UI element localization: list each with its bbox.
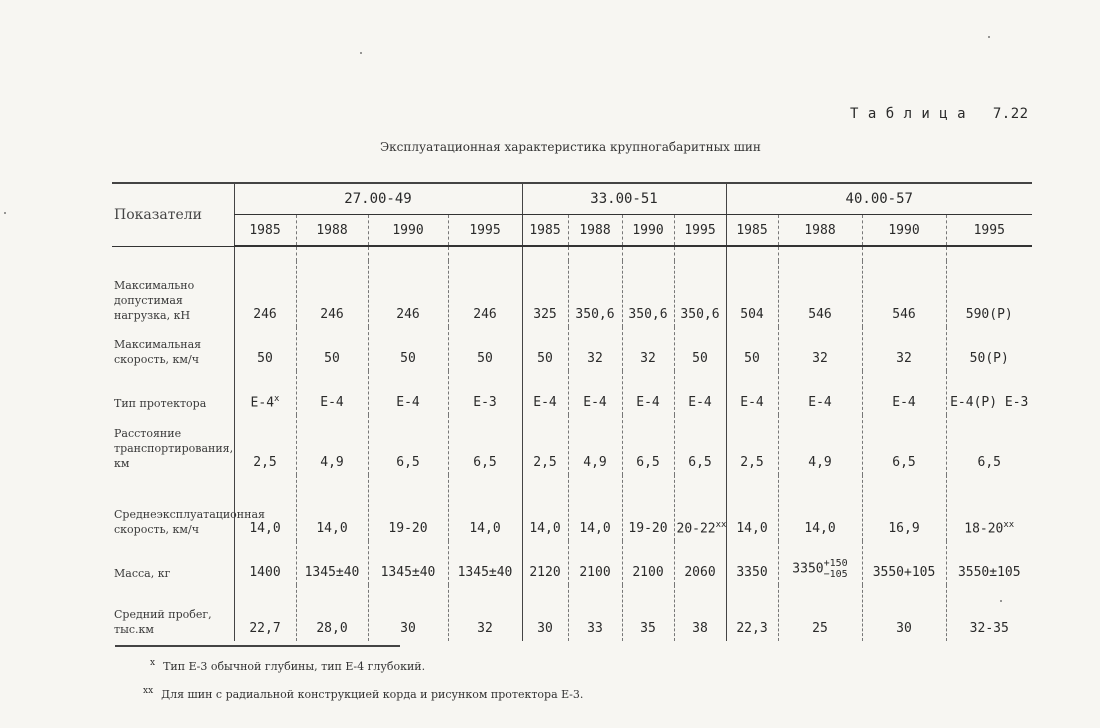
table-cell [946, 371, 1032, 415]
table-cell [448, 415, 522, 475]
table-cell [368, 327, 448, 371]
cell-value: 246 [253, 307, 277, 322]
cell-value: 504 [740, 307, 764, 322]
cell-value: 3350 [792, 561, 824, 577]
table-cell [234, 327, 296, 371]
cell-value: 32 [640, 351, 656, 366]
cell-value: 32-35 [969, 621, 1009, 636]
cell-value: 3550±105 [957, 565, 1021, 580]
cell-value: 3550+105 [872, 565, 936, 580]
table-cell [296, 541, 368, 585]
year-header: 1985 [234, 215, 296, 247]
table-cell [726, 371, 778, 415]
table-cell [296, 327, 368, 371]
cell-value: 14,0 [804, 521, 836, 536]
cell-value: 1345±40 [457, 565, 513, 580]
table-cell [674, 475, 726, 541]
cell-value: 6,5 [636, 455, 660, 470]
table-cell [568, 261, 622, 327]
table-number: Т а б л и ц а 7.22 [850, 106, 1029, 122]
cell-value: 50 [257, 351, 273, 366]
year-header: 1988 [568, 215, 622, 247]
cell-value: Е-4 [740, 395, 764, 410]
size-header: 27.00-49 [234, 183, 522, 215]
table-row [112, 585, 1032, 641]
cell-value: Е-3 [473, 395, 497, 410]
cell-value: 22,7 [249, 621, 281, 636]
table-cell [296, 371, 368, 415]
cell-value: Е-4 [892, 395, 916, 410]
tolerance-stack [824, 558, 848, 580]
table-cell [568, 371, 622, 415]
row-label: Масса, кг [114, 567, 171, 580]
size-header: 33.00-51 [522, 183, 726, 215]
table-cell [568, 585, 622, 641]
table-cell [862, 541, 946, 585]
table-cell [568, 415, 622, 475]
cell-value: 350,6 [680, 307, 720, 322]
table-cell [622, 327, 674, 371]
cell-value: 32 [812, 351, 828, 366]
cell-value: 6,5 [977, 455, 1001, 470]
year-header: 1988 [296, 215, 368, 247]
year-header: 1995 [448, 215, 522, 247]
table-cell [448, 327, 522, 371]
row-label: Максимально допустимая нагрузка, кН [114, 279, 195, 322]
table-cell [778, 327, 862, 371]
table-cell [368, 261, 448, 327]
footnote-ref: xx [715, 519, 727, 530]
tolerance-value: −105 [823, 569, 848, 580]
row-label: Расстояние транспортирования, км [114, 427, 234, 470]
cell-value: 6,5 [396, 455, 420, 470]
cell-value: 2,5 [253, 455, 277, 470]
scan-speck [1000, 600, 1002, 602]
cell-value: Е-4 [583, 395, 607, 410]
cell-value: 22,3 [736, 621, 768, 636]
table-cell [368, 415, 448, 475]
table-cell [726, 475, 778, 541]
spacer-cell [622, 246, 674, 261]
cell-value: 6,5 [892, 455, 916, 470]
table-row [112, 327, 1032, 371]
table-cell [778, 585, 862, 641]
cell-value: 14,0 [529, 521, 561, 536]
cell-value: 38 [692, 621, 708, 636]
cell-value: 33 [587, 621, 603, 636]
cell-value: 30 [400, 621, 416, 636]
table-cell [726, 415, 778, 475]
table-cell [448, 371, 522, 415]
year-header: 1985 [522, 215, 568, 247]
cell-value: 590(Р) [965, 307, 1013, 322]
cell-value: 32 [896, 351, 912, 366]
table-cell [368, 585, 448, 641]
cell-value: 20-22 [676, 521, 716, 536]
table-cell [946, 585, 1032, 641]
cell-value: 2120 [529, 565, 561, 580]
cell-value: 30 [537, 621, 553, 636]
spacer-cell [726, 246, 778, 261]
cell-value: 32 [587, 351, 603, 366]
table-cell [234, 415, 296, 475]
cell-value: 35 [640, 621, 656, 636]
cell-value: 4,9 [320, 455, 344, 470]
table-cell [862, 371, 946, 415]
footnote-text: Тип Е-3 обычной глубины, тип Е-4 глубокий. [163, 660, 426, 673]
table-cell [622, 541, 674, 585]
row-header-label: Показатели [112, 183, 234, 246]
spacer-cell [448, 246, 522, 261]
table-cell [726, 541, 778, 585]
scan-speck [988, 36, 990, 38]
cell-value: 14,0 [469, 521, 501, 536]
spacer-cell [368, 246, 448, 261]
spacer-cell [862, 246, 946, 261]
cell-value: 350,6 [628, 307, 668, 322]
cell-value: 30 [896, 621, 912, 636]
table-cell [522, 415, 568, 475]
table-cell [368, 541, 448, 585]
table-cell [622, 475, 674, 541]
table-cell [946, 415, 1032, 475]
cell-value: Е-4 [636, 395, 660, 410]
table-row [112, 415, 1032, 475]
table-cell [448, 475, 522, 541]
cell-value: 325 [533, 307, 557, 322]
cell-value: 546 [892, 307, 916, 322]
cell-value: 16,9 [888, 521, 920, 536]
table-cell [234, 585, 296, 641]
cell-value: 50 [400, 351, 416, 366]
cell-value: 246 [320, 307, 344, 322]
table-row [112, 475, 1032, 541]
table-cell [862, 415, 946, 475]
table-cell [946, 327, 1032, 371]
cell-value: 3350 [736, 565, 768, 580]
table-row [112, 541, 1032, 585]
table-cell [234, 541, 296, 585]
table-cell [726, 585, 778, 641]
table-cell [946, 541, 1032, 585]
table-cell [368, 475, 448, 541]
tolerance-value: +150 [823, 558, 848, 569]
cell-value: 50(Р) [969, 351, 1009, 366]
row-label: Тип протектора [114, 397, 207, 410]
table-cell [522, 261, 568, 327]
table-row [112, 261, 1032, 327]
table-cell [622, 415, 674, 475]
row-label: Максимальная скорость, км/ч [114, 338, 202, 366]
table-cell [522, 475, 568, 541]
table-cell [674, 371, 726, 415]
table-cell [234, 261, 296, 327]
footnote-mark: xx [143, 686, 154, 696]
year-header: 1990 [368, 215, 448, 247]
cell-value: 50 [537, 351, 553, 366]
table-cell [448, 541, 522, 585]
cell-value: 4,9 [808, 455, 832, 470]
table-cell [862, 475, 946, 541]
cell-value: Е-4 [533, 395, 557, 410]
table-cell [946, 261, 1032, 327]
footnote-1 [150, 660, 425, 673]
table-cell [622, 585, 674, 641]
cell-value: 1400 [249, 565, 281, 580]
cell-value: 2060 [684, 565, 716, 580]
cell-value: Е-4 [250, 395, 275, 410]
cell-value: 350,6 [575, 307, 615, 322]
footnote-ref: x [274, 393, 280, 404]
row-label: Средний пробег, тыс.км [114, 608, 212, 636]
table-cell [568, 475, 622, 541]
cell-value: 50 [744, 351, 760, 366]
table-cell [296, 261, 368, 327]
table-cell [522, 371, 568, 415]
tire-characteristics-table [112, 182, 1032, 641]
cell-value: Е-4(Р) Е-3 [950, 395, 1029, 410]
cell-value: 2,5 [740, 455, 764, 470]
table-cell [726, 327, 778, 371]
footnote-separator [115, 645, 400, 647]
cell-value: 14,0 [736, 521, 768, 536]
scan-speck [4, 212, 6, 214]
table-cell [862, 585, 946, 641]
table-cell [448, 261, 522, 327]
table-cell [622, 261, 674, 327]
year-header: 1995 [674, 215, 726, 247]
footnote-text: Для шин с радиальной конструкцией корда и рисунком протектора Е-3. [161, 688, 584, 701]
row-label: Среднеэксплуатационная скорость, км/ч [114, 508, 265, 536]
cell-value: 6,5 [473, 455, 497, 470]
scan-speck [360, 52, 362, 54]
table-cell [674, 415, 726, 475]
cell-value: 2,5 [533, 455, 557, 470]
table-caption: Эксплуатационная характеристика крупногабаритных шин [380, 140, 761, 154]
table-cell [568, 541, 622, 585]
table-cell [778, 371, 862, 415]
table-cell [674, 327, 726, 371]
cell-value: 25 [812, 621, 828, 636]
cell-value: 50 [324, 351, 340, 366]
footnote-2 [143, 688, 583, 701]
spacer-cell [946, 246, 1032, 261]
cell-value: 50 [477, 351, 493, 366]
cell-value: Е-4 [808, 395, 832, 410]
table-cell [946, 475, 1032, 541]
table-cell [862, 261, 946, 327]
table-cell [296, 585, 368, 641]
table-cell [674, 585, 726, 641]
table-cell [862, 327, 946, 371]
cell-value: 4,9 [583, 455, 607, 470]
footnote-mark: x [150, 658, 156, 668]
cell-value: Е-4 [688, 395, 712, 410]
spacer-cell [522, 246, 568, 261]
cell-value: 18-20 [964, 521, 1004, 536]
cell-value: 546 [808, 307, 832, 322]
cell-value: Е-4 [320, 395, 344, 410]
cell-value: 1345±40 [380, 565, 436, 580]
cell-value: 2100 [632, 565, 664, 580]
spacer-cell [674, 246, 726, 261]
table-cell [368, 371, 448, 415]
size-header: 40.00-57 [726, 183, 1032, 215]
spacer-cell [778, 246, 862, 261]
table-cell [234, 371, 296, 415]
spacer-cell [296, 246, 368, 261]
spacer-cell [234, 246, 296, 261]
cell-value: 14,0 [249, 521, 281, 536]
table-cell [296, 475, 368, 541]
table-cell [674, 261, 726, 327]
year-header: 1988 [778, 215, 862, 247]
year-header: 1990 [862, 215, 946, 247]
table-cell [568, 327, 622, 371]
table-cell [674, 541, 726, 585]
cell-value: 1345±40 [304, 565, 360, 580]
cell-value: 6,5 [688, 455, 712, 470]
footnote-ref: xx [1003, 519, 1015, 530]
cell-value: Е-4 [396, 395, 420, 410]
table-cell [778, 415, 862, 475]
cell-value: 14,0 [579, 521, 611, 536]
year-header: 1995 [946, 215, 1032, 247]
spacer-cell [112, 246, 234, 261]
spacer-cell [568, 246, 622, 261]
cell-value: 19-20 [628, 521, 668, 536]
cell-value: 32 [477, 621, 493, 636]
cell-value: 28,0 [316, 621, 348, 636]
table-cell [778, 541, 862, 585]
cell-value: 246 [473, 307, 497, 322]
table-cell [778, 261, 862, 327]
table-row [112, 371, 1032, 415]
table-cell [296, 415, 368, 475]
cell-value: 50 [692, 351, 708, 366]
table-cell [778, 475, 862, 541]
cell-value: 19-20 [388, 521, 428, 536]
table-cell [622, 371, 674, 415]
table-cell [522, 541, 568, 585]
table-cell [726, 261, 778, 327]
year-header: 1990 [622, 215, 674, 247]
cell-value: 14,0 [316, 521, 348, 536]
table-cell [448, 585, 522, 641]
table-cell [522, 327, 568, 371]
cell-value: 246 [396, 307, 420, 322]
cell-value: 2100 [579, 565, 611, 580]
year-header: 1985 [726, 215, 778, 247]
table-cell [522, 585, 568, 641]
